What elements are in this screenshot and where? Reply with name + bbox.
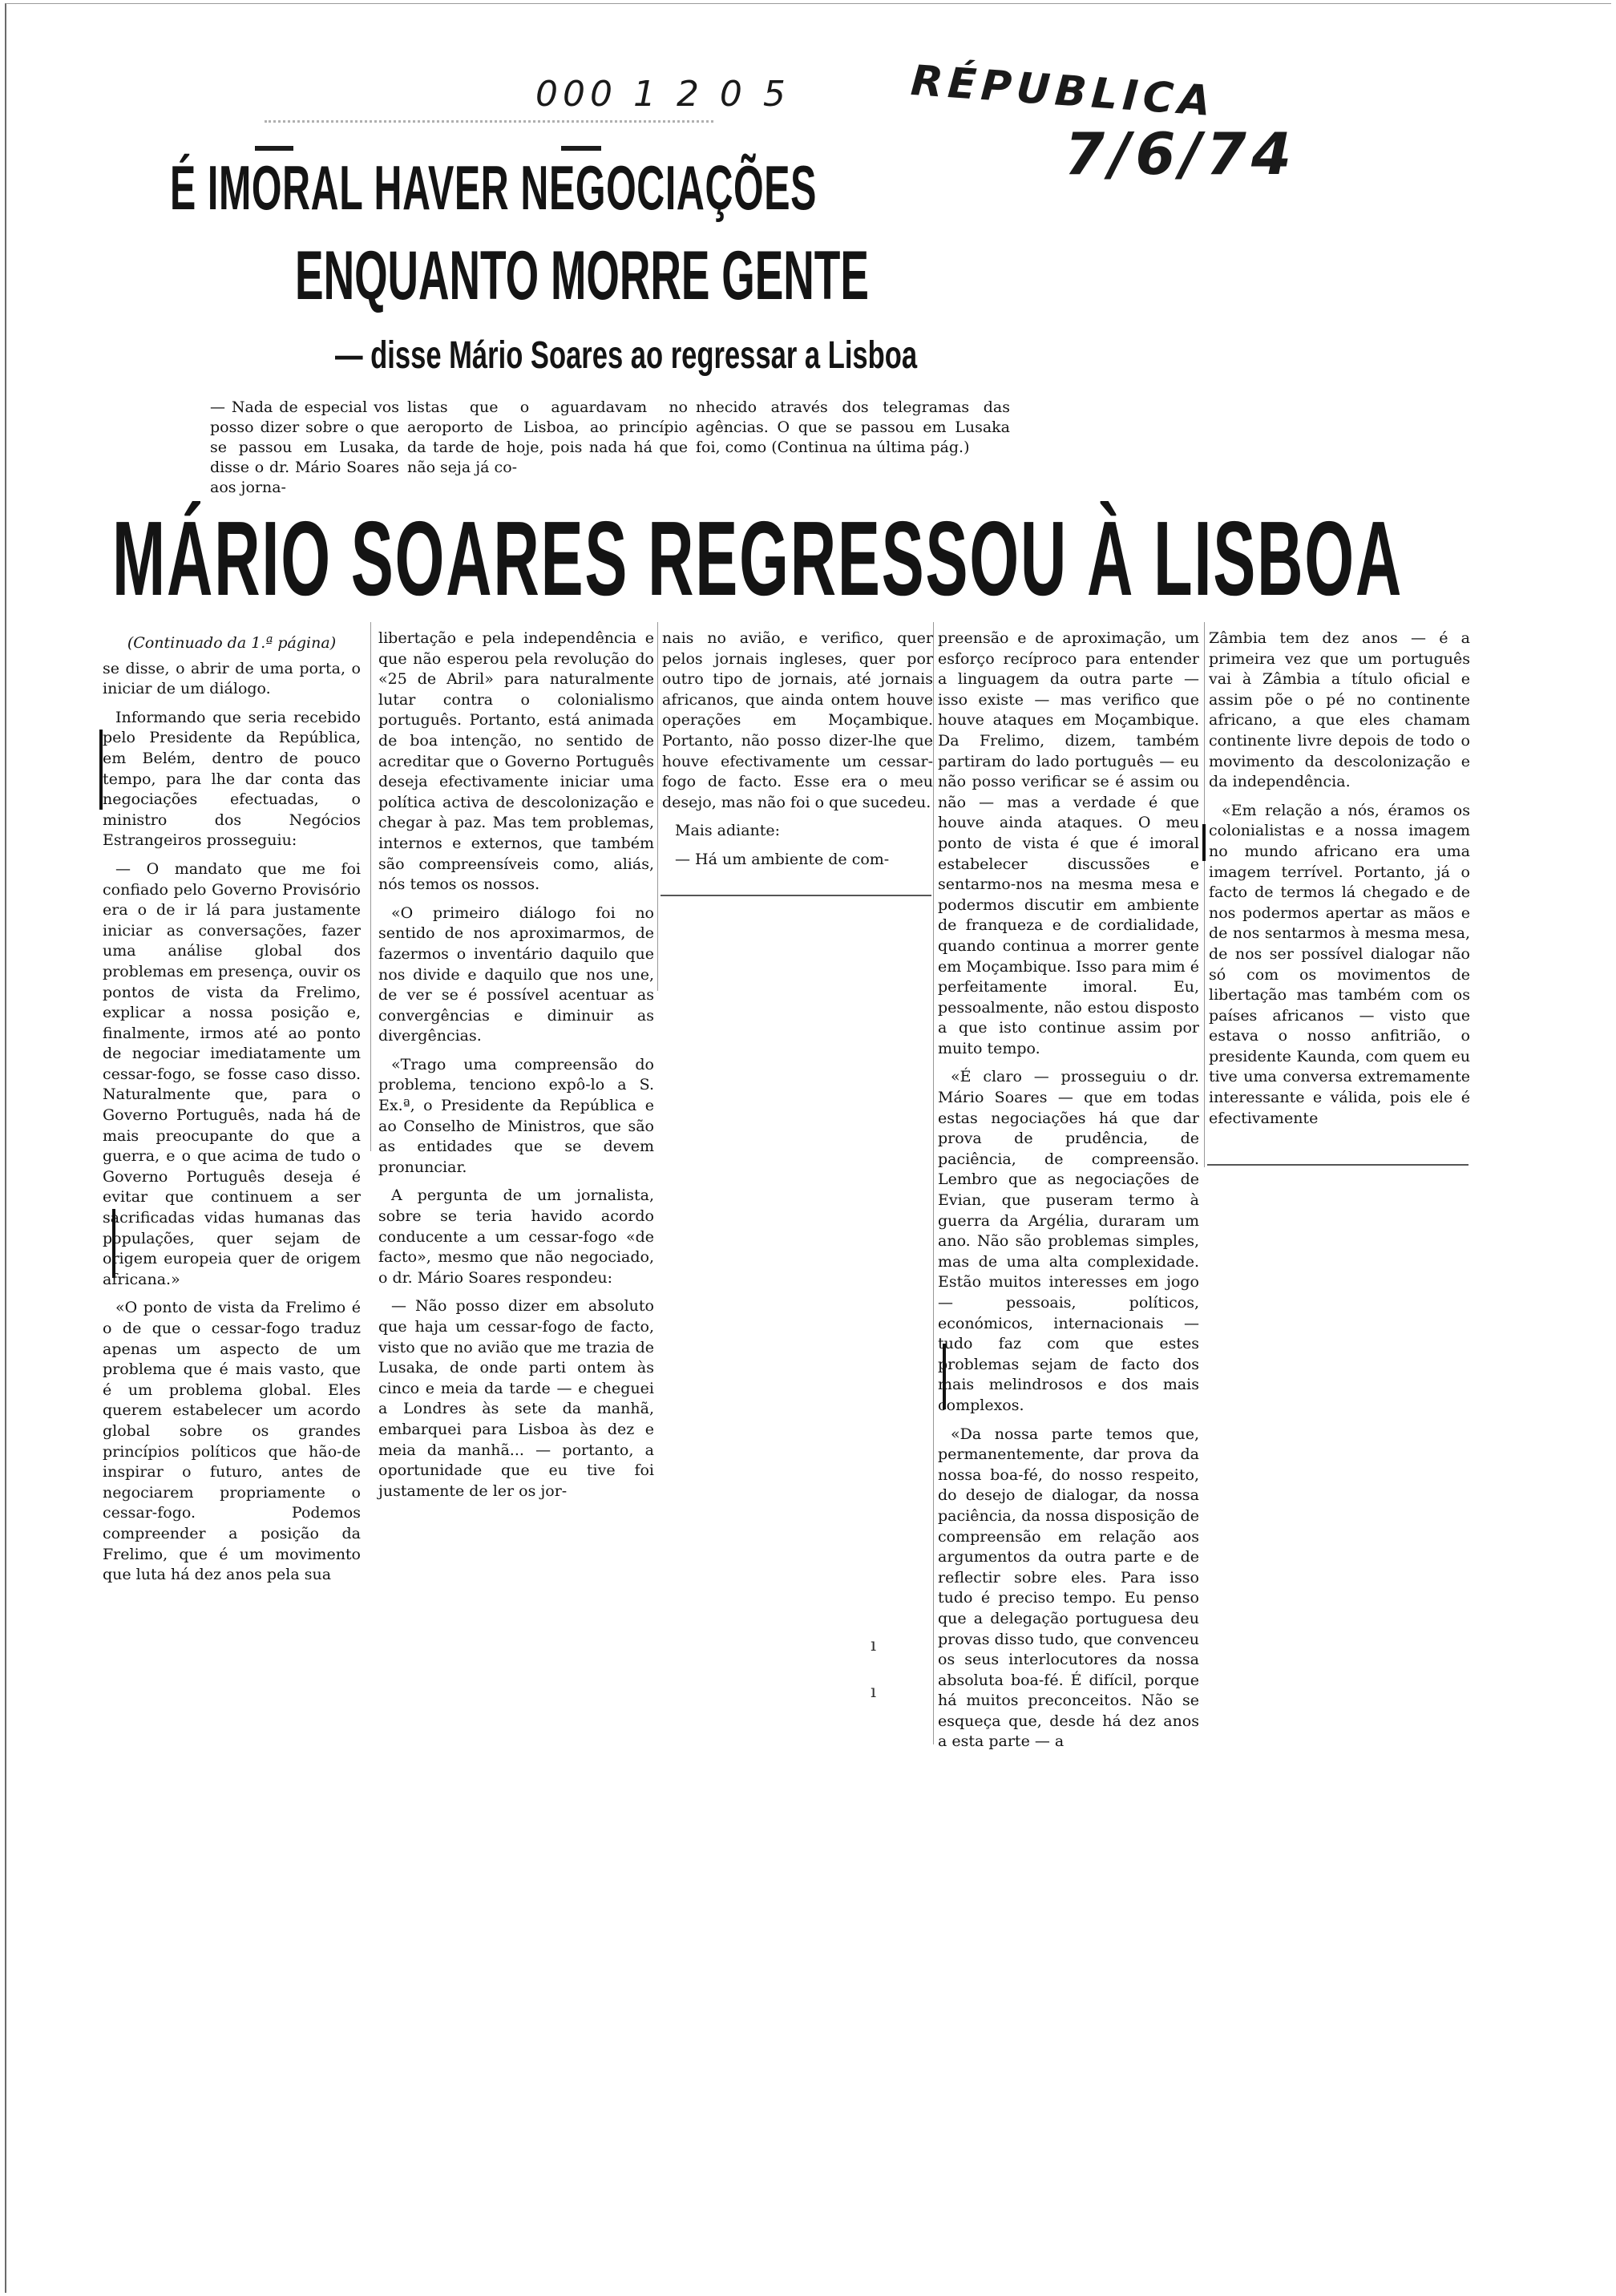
paragraph: «Em relação a nós, éramos os colonialistas e a nossa imagem no mundo africano era uma imagem terrível. Portanto, já o facto de termos lá chegado e de nos podermos apertar as mãos e de nos sentarmos à mesma mesa, de nos ser possível dialogar não só com os movimentos de libertação mas também com os países africanos — visto que estava o nosso anfitrião, o presidente Kaunda, com quem eu tive uma conversa extremamente interessante e válida, pois ele é efectivamente [1209, 801, 1470, 1127]
column-end-rule [1207, 1164, 1469, 1166]
paragraph: «O primeiro diálogo foi no sentido de nos aproximarmos, de fazermos o inventário daquilo que nos divide e daquilo que nos une, de ver se é possível acentuar as convergências e diminuir as divergências. [378, 903, 654, 1045]
paragraph: — Não posso dizer em absoluto que haja um cessar-fogo de facto, visto que no avião que me trazia de Lusaka, de onde parti ontem às cinco e meia da tarde — e cheguei a Londres às sete da manhã, embarquei para Lisboa às dez e meia da manhã... — portanto, a oportunidade que eu tive foi justamente de ler os jor- [378, 1297, 654, 1500]
lead-col-1: — Nada de especial vos posso dizer sobre o que se passou em Lusaka, disse o dr. Mário Soares aos jorna- [210, 398, 399, 496]
paragraph: — Há um ambiente de com- [675, 850, 890, 868]
paragraph: se disse, o abrir de uma porta, o iniciar de um diálogo. [103, 659, 361, 698]
paragraph: «É claro — prosseguiu o dr. Mário Soares — que em todas estas negociações há que dar prova de prudência, de paciência, de compreensão. Lembro que as negociações de Evian, que puseram termo à guerra da Argélia, duraram um ano. Não são problemas simples, mas de uma alta complexidade. Estão muitos interesses em jogo — pessoais, políticos, económicos, internacionais — tudo faz com que estes problemas sejam de facto dos mais melindrosos e dos mais complexos. [938, 1068, 1199, 1414]
article-column-2 [378, 629, 654, 1510]
paragraph: «Da nossa parte temos que, permanentemente, dar prova da nossa boa-fé, do nosso respeito, do desejo de dialogar, da nossa paciência, da nossa disposição de compreensão em relação aos argumentos da outra parte e de reflectir sobre eles. Para isso tudo é preciso tempo. Eu penso que a delegação portuguesa deu provas disso tudo, que convenceu os seus interlocutores da nossa absoluta boa-fé. É difícil, porque há muitos preconceitos. Não se esqueça que, desde há dez anos a esta parte — a [938, 1425, 1199, 1751]
publication-date: 7/6/74 [1065, 120, 1296, 188]
stray-mark: ı [871, 1635, 877, 1655]
article-column-1 [103, 633, 361, 1594]
paragraph: — O mandato que me foi confiado pelo Governo Provisório era o de ir lá para justamente iniciar as conversações, fazer uma análise global dos problemas em presença, ouvir os pontos de vista da Frelimo, explicar a nossa posição e, finalmente, irmos até ao ponto de negociar imediatamente um cessar-fogo, se fosse caso disso. Naturalmente que, para o Governo Português, nada há de mais preocupante do que a guerra, e o que acima de tudo o Governo Português deseja é evitar que continuem a ser sacrificadas vidas humanas das populações, quer sejam de origem europeia quer de origem africana.» [103, 859, 361, 1288]
top-headline-line2: ENQUANTO MORRE GENTE [295, 237, 869, 314]
margin-bracket [1202, 824, 1206, 861]
continuation-headline: MÁRIO SOARES REGRESSOU À LISBOA [112, 499, 1404, 617]
top-headline-line1: É IMORAL HAVER NEGOCIAÇÕES [170, 152, 817, 223]
column-rule [370, 622, 371, 1151]
paragraph: «Trago uma compreensão do problema, tenciono expô-lo a S. Ex.ª, o Presidente da República e ao Conselho de Ministros, que são as entidades que se devem pronunciar. [378, 1055, 654, 1176]
archive-code: 000 1 2 0 5 [535, 74, 790, 115]
article-column-5 [1209, 629, 1470, 1137]
publication-name: RÉPUBLICA [909, 56, 1218, 127]
paragraph: Informando que seria recebido pelo Presidente da República, em Belém, dentro de pouco tempo, para lhe dar conta das negociações efectuadas, o ministro dos Negócios Estrangeiros prosseguiu: [103, 708, 361, 850]
column-rule [657, 622, 658, 991]
article-column-4 [938, 629, 1199, 1760]
paragraph: libertação e pela independência e que não esperou pela revolução do «25 de Abril» para naturalmente lutar contra o colonialismo português. Portanto, está animada de boa intenção, no sentido de acreditar que o Governo Português deseja efectivamente iniciar uma política activa de descolonização e chegar à paz. Mas tem problemas, internos e externos, que também são compreensíveis como, aliás, nós temos os nossos. [378, 629, 654, 894]
column-end-rule [661, 895, 931, 896]
paragraph: Zâmbia tem dez anos — é a primeira vez que um português vai à Zâmbia a título oficial e assim põe o pé no continente africano, a que eles chamam continente livre depois de todo o movimento da descolonização e da independência. [1209, 629, 1470, 791]
top-lead [210, 398, 1188, 494]
column-rule [1204, 622, 1205, 1167]
paragraph: Mais adiante: [675, 822, 781, 840]
paragraph: nais no avião, e verifico, quer pelos jornais ingleses, quer por outro tipo de jornais, até jornais africanos, que ainda ontem houve operações em Moçambique. Portanto, não posso dizer-lhe que houve efectivamente um cessar-fogo de facto. Esse era o meu desejo, mas não foi o que sucedeu. [662, 629, 933, 811]
paragraph: «O ponto de vista da Frelimo é o de que o cessar-fogo traduz apenas um aspecto de um problema que é mais vasto, que é um problema global. Eles querem estabelecer um acordo global sobre os grandes princípios políticos que hão-de inspirar o futuro, antes de negociarem propriamente o cessar-fogo. Podemos compreender a posição da Frelimo, que é um movimento que luta há dez anos pela sua [103, 1299, 361, 1584]
stray-mark: ı [871, 1682, 877, 1702]
article-column-3 [662, 629, 933, 879]
column-rule [933, 622, 934, 1744]
paragraph: A pergunta de um jornalista, sobre se teria havido acordo conducente a um cessar-fogo «de facto», mesmo que não negociado, o dr. Mário Soares respondeu: [378, 1186, 654, 1287]
lead-col-2: listas que o aguardavam no aeroporto de Lisboa, ao princípio da tarde de hoje, pois nada há que não seja já co- [407, 398, 688, 476]
lead-col-3: nhecido através dos telegramas das agências. O que se passou em Lusaka foi, como (Continua na última pág.) [696, 398, 1010, 456]
continued-from-label: (Continuado da 1.ª página) [127, 634, 337, 652]
faint-top-line [265, 120, 713, 129]
paragraph: preensão e de aproximação, um esforço recíproco para entender a linguagem da outra parte — isso existe — mas verifico que houve ataques em Moçambique. Da Frelimo, dizem, também partiram do lado português — eu não posso verificar se é assim ou não — mas a verdade é que houve ainda ataques. O meu ponto de vista é que é imoral estabelecer discussões e sentarmo-nos na mesma mesa e podermos discutir em ambiente de franqueza e de cordialidade, quando continua a morrer gente em Moçambique. Isso para mim é perfeitamente imoral. Eu, pessoalmente, não estou disposto a que isto continue assim por muito tempo. [938, 629, 1199, 1057]
top-subheadline: — disse Mário Soares ao regressar a Lisboa [335, 334, 918, 377]
